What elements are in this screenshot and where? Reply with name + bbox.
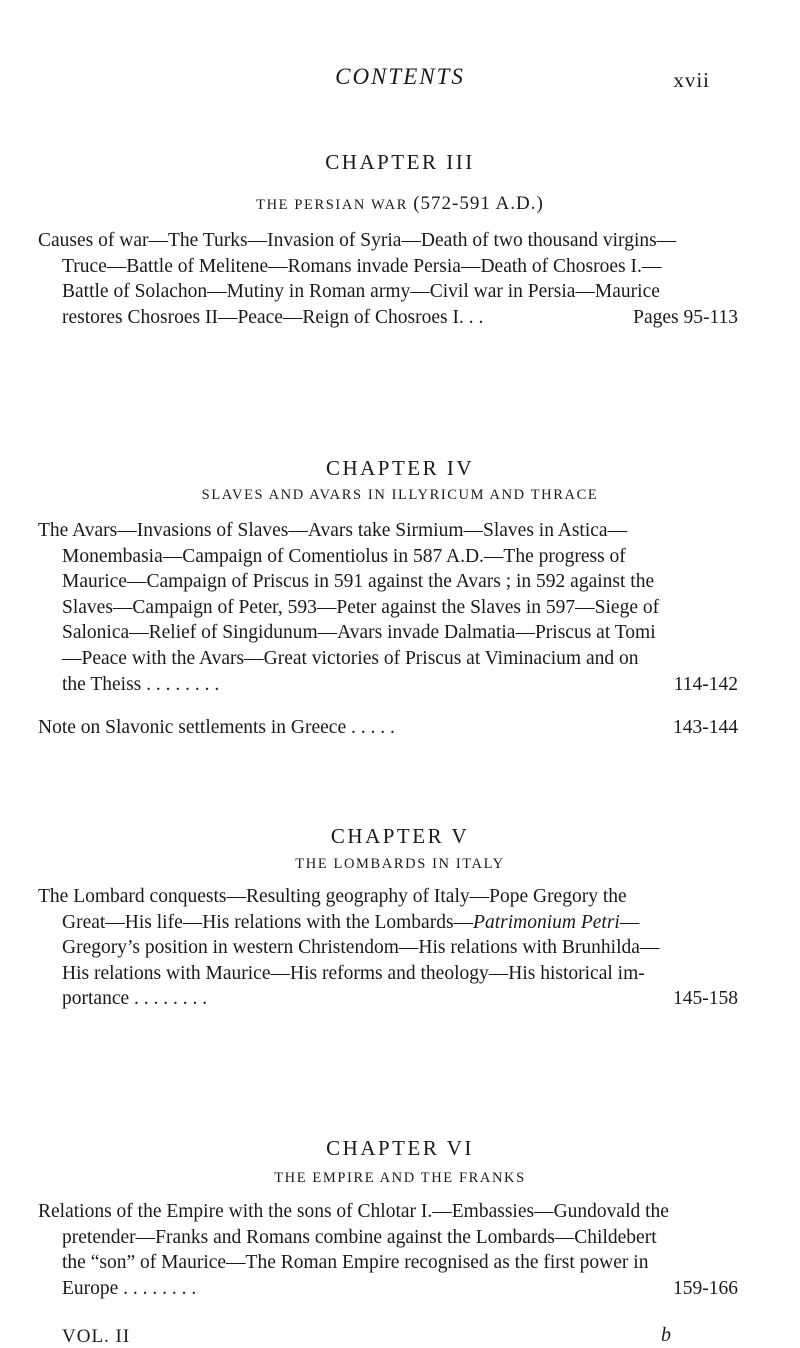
summary-text: Great—His life—His relations with the Lombards— (62, 911, 474, 933)
chapter-4-heading: CHAPTER IV (325, 456, 475, 480)
chapter-3-subtitle (0, 193, 800, 215)
page-number: xvii (673, 68, 710, 92)
chapter-6-summary (38, 1199, 738, 1301)
summary-line: Maurice—Campaign of Priscus in 591 against the Avars ; in 592 against the (62, 571, 655, 593)
slavonic-note (38, 715, 738, 741)
summary-line-last (38, 305, 738, 331)
page-range: 145-158 (673, 988, 738, 1010)
summary-line-last (38, 986, 738, 1012)
signature-mark: b (661, 1324, 671, 1346)
summary-line: Causes of war—The Turks—Invasion of Syria—Death of two thousand virgins— (38, 230, 677, 251)
note-text: Note on Slavonic settlements in Greece . . . . . (38, 717, 395, 738)
summary-line: Truce—Battle of Melitene—Romans invade Persia—Death of Chosroes I.— (62, 255, 662, 277)
running-title: CONTENTS (335, 64, 465, 89)
page-range: Pages 95-113 (633, 306, 738, 328)
summary-line: His relations with Maurice—His reforms and theology—His historical im- (62, 962, 645, 984)
summary-line: Salonica—Relief of Singidunum—Avars invade Dalmatia—Priscus at Tomi (62, 622, 656, 644)
note-line (38, 715, 738, 741)
summary-line (38, 910, 738, 936)
summary-line-last (38, 672, 738, 698)
summary-line-text: Europe . . . . . . . . (62, 1277, 197, 1299)
chapter-6-heading: CHAPTER VI (326, 1136, 474, 1160)
em-dash: — (619, 911, 640, 933)
chapter-5-summary (38, 884, 738, 1012)
chapter-6-subtitle: THE EMPIRE AND THE FRANKS (274, 1170, 526, 1186)
chapter-3-dates: (572-591 A.D.) (413, 193, 544, 214)
summary-line: The Avars—Invasions of Slaves—Avars take Sirmium—Slaves in Astica— (38, 520, 628, 541)
summary-line: Slaves—Campaign of Peter, 593—Peter against the Slaves in 597—Siege of (62, 596, 660, 618)
summary-line: —Peace with the Avars—Great victories of Priscus at Viminacium and on (62, 647, 639, 669)
chapter-3-subtitle-text: THE PERSIAN WAR (256, 197, 408, 213)
chapter-4-subtitle: SLAVES AND AVARS IN ILLYRICUM AND THRACE (201, 487, 599, 503)
summary-line-text: the Theiss . . . . . . . . (62, 673, 220, 695)
summary-line-text: restores Chosroes II—Peace—Reign of Chosroes I. . . (62, 306, 484, 328)
chapter-3-summary (38, 228, 738, 330)
italic-phrase: Patrimonium Petri (473, 911, 620, 933)
chapter-5-subtitle: THE LOMBARDS IN ITALY (295, 856, 505, 872)
summary-line: Gregory’s position in western Christendom—His relations with Brunhilda— (62, 937, 660, 959)
running-head (0, 64, 800, 98)
chapter-5-heading: CHAPTER V (330, 824, 470, 848)
chapter-4-summary (38, 518, 738, 697)
page-range: 114-142 (673, 673, 738, 695)
page-range: 159-166 (673, 1277, 738, 1299)
chapter-3-heading: CHAPTER III (325, 150, 475, 174)
summary-line: pretender—Franks and Romans combine against the Lombards—Childebert (62, 1226, 657, 1248)
summary-line: the “son” of Maurice—The Roman Empire recognised as the first power in (62, 1252, 649, 1274)
summary-line: Monembasia—Campaign of Comentiolus in 587 A.D.—The progress of (62, 545, 626, 567)
page-range: 143-144 (673, 717, 738, 738)
summary-line: Battle of Solachon—Mutiny in Roman army—Civil war in Persia—Maurice (62, 281, 660, 303)
volume-label: VOL. II (62, 1326, 131, 1347)
summary-line-text: portance . . . . . . . . (62, 988, 208, 1010)
summary-line: The Lombard conquests—Resulting geography of Italy—Pope Gregory the (38, 886, 627, 907)
summary-line-last (38, 1276, 738, 1302)
summary-line: Relations of the Empire with the sons of Chlotar I.—Embassies—Gundovald the (38, 1201, 669, 1222)
